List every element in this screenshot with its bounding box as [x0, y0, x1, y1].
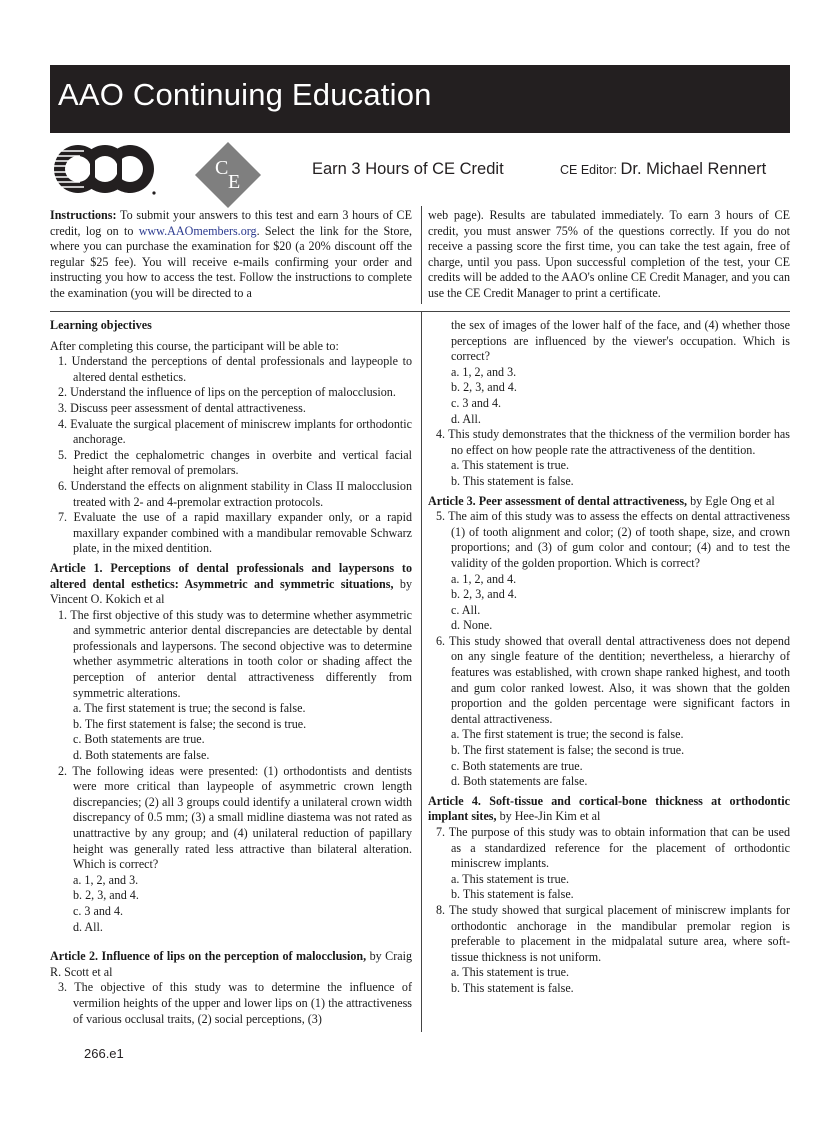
ce-editor — [560, 160, 766, 179]
answer-option: a. This statement is true. — [451, 871, 570, 886]
objective-item: 6. Understand the effects on alignment stability in Class II malocclusion treated with 2- and 4-premolar extraction protocols. — [58, 478, 412, 509]
answer-option: d. All. — [451, 411, 481, 426]
answer-option: a. The first statement is true; the second is false. — [451, 727, 684, 742]
objective-item: 7. Evaluate the use of a rapid maxillary expander only, or a rapid maxillary expander combined with a mandibular removable Schwarz plate, in the mixed dentition. — [58, 510, 412, 556]
answer-option: a. 1, 2, and 4. — [451, 571, 517, 586]
column-divider-main — [421, 312, 422, 1032]
answer-option: b. The first statement is false; the second is true. — [451, 743, 685, 758]
answer-option: b. 2, 3, and 4. — [73, 888, 139, 903]
answer-option: c. 3 and 4. — [451, 395, 502, 410]
page-title: AAO Continuing Education — [58, 77, 432, 112]
answer-option: c. Both statements are true. — [73, 732, 205, 747]
answer-option: d. All. — [73, 919, 103, 934]
answer-option: b. This statement is false. — [451, 887, 574, 902]
answer-option: d. Both statements are false. — [451, 774, 588, 789]
svg-text:C: C — [215, 157, 229, 179]
column-divider-top — [421, 206, 422, 304]
answer-option: c. 3 and 4. — [73, 903, 124, 918]
ce-editor-name: Dr. Michael Rennert — [620, 160, 767, 178]
learning-objectives-title: Learning objectives — [50, 318, 152, 332]
answer-option: d. Both statements are false. — [73, 748, 210, 763]
question-8: 8. The study showed that surgical placement of miniscrew implants for orthodontic anchorage in the mandibular premolar region is preferable to placement in the midpalatal suture area, where soft-tissue thickness is not uniform. — [436, 902, 790, 964]
ce-logo-icon — [195, 142, 261, 208]
objective-item: 5. Predict the cephalometric changes in overbite and vertical facial height after removal of premolars. — [58, 447, 412, 478]
question-3-part-2: the sex of images of the lower half of the face, and (4) whether those perceptions are influenced by the viewer's occupation. Which is correct? — [451, 318, 790, 364]
objective-item: 4. Evaluate the surgical placement of miniscrew implants for orthodontic anchorage. — [58, 416, 412, 447]
aao-logo-icon — [50, 142, 158, 197]
answer-option: c. Both statements are true. — [451, 758, 583, 773]
question-2: 2. The following ideas were presented: (1) orthodontists and dentists were more critical than laypeople of asymmetric crown length discrepancies; (2) all 3 groups could identify a unilateral crown width discrepancy of 0.5 mm; (3) a small midline diastema was not rated as unattractive by any group; and (4) unilateral reduction of papillary height was generally rated less attractive than bilateral alteration. Which is correct? — [58, 763, 412, 872]
page-number: 266.e1 — [84, 1046, 124, 1061]
answer-option: b. The first statement is false; the second is true. — [73, 716, 307, 731]
answer-option: c. All. — [451, 602, 481, 617]
answer-option: b. 2, 3, and 4. — [451, 587, 517, 602]
objective-item: 1. Understand the perceptions of dental professionals and laypeople to altered dental esthetics. — [58, 354, 412, 384]
question-4: 4. This study demonstrates that the thickness of the vermilion border has no effect on how people rate the attractiveness of the dentition. — [436, 427, 790, 457]
answer-option: a. This statement is true. — [451, 965, 570, 980]
answer-option: b. This statement is false. — [451, 473, 574, 488]
right-column — [428, 318, 790, 997]
question-5: 5. The aim of this study was to assess the effects on dental attractiveness (1) of tooth alignment and color; (2) of tooth shape, size, and crown proportions; and (3) of gum color and contour; (4) and to test the validity of the golden proportion. Which is correct? — [436, 509, 790, 570]
answer-option: a. This statement is true. — [451, 458, 570, 473]
question-7: 7. The purpose of this study was to obtain information that can be used as a standardized reference for the placement of orthodontic miniscrew implants. — [436, 825, 790, 871]
header-bar — [50, 65, 790, 133]
objective-item: 3. Discuss peer assessment of dental attractiveness. — [58, 400, 306, 415]
ce-credit-label: Earn 3 Hours of CE Credit — [312, 160, 504, 178]
article-4-heading: Article 4. Soft-tissue and cortical-bone thickness at orthodontic implant sites, by Hee-Jin Kim et al — [428, 793, 790, 824]
instructions-heading: Instructions: — [50, 208, 117, 222]
answer-option: a. 1, 2, and 3. — [73, 872, 139, 887]
article-1-heading: Article 1. Perceptions of dental professionals and laypersons to altered dental esthetics: Asymmetric and symmetric situations, by Vincent O. Kokich et al — [50, 560, 412, 607]
instructions-right: web page). Results are tabulated immediately. To earn 3 hours of CE credit, you must answer 75% of the questions correctly. If you do not receive a passing score the first time, you can take the test again, free of charge, until you pass. Upon successful completion of the test, your CE credits will be added to the AAO's online CE Credit Manager, and you can use the CE Credit Manager to print a certificate. — [428, 208, 790, 300]
objective-item: 2. Understand the influence of lips on the perception of malocclusion. — [58, 385, 396, 400]
question-6: 6. This study showed that overall dental attractiveness does not depend on any single feature of the dentition; nevertheless, a hierarchy of features was established, with crown shape ranked highest, and tooth and gum color ranked lowest. Also, it was shown that the golden proportion and the golden percentage were significant factors in dental attractiveness. — [436, 633, 790, 726]
answer-option: d. None. — [451, 618, 493, 633]
article-2-heading: Article 2. Influence of lips on the perception of malocclusion, by Craig R. Scott et al — [50, 949, 412, 979]
section-divider — [50, 311, 790, 312]
answer-option: b. 2, 3, and 4. — [451, 380, 517, 395]
ce-editor-label: CE Editor: — [560, 163, 621, 177]
article-3-heading: Article 3. Peer assessment of dental attractiveness, by Egle Ong et al — [428, 493, 775, 508]
answer-option: b. This statement is false. — [451, 980, 574, 995]
objectives-intro: After completing this course, the participant will be able to: — [50, 338, 339, 353]
left-column — [50, 318, 412, 1027]
answer-option: a. 1, 2, and 3. — [451, 364, 517, 379]
aao-members-link[interactable]: www.AAOmembers.org — [138, 223, 257, 238]
question-3-part-1: 3. The objective of this study was to determine the influence of vermilion heights of the upper and lower lips on (1) the attractiveness of various occlusal traits, (2) social perceptions, (3) — [58, 980, 412, 1026]
instructions-left: Instructions: To submit your answers to this test and earn 3 hours of CE credit, log on to www.AAOmembers.org. Select the link for the Store, where you can purchase the examination for $20 (a 20% discount off the regular $25 fee). You will receive e-mails confirming your order and instructing you how to access the test. Follow the instructions to complete the examination (you will be directed to a — [50, 208, 412, 300]
answer-option: a. The first statement is true; the second is false. — [73, 701, 306, 716]
question-1: 1. The first objective of this study was to determine whether asymmetric and symmetric anterior dental discrepancies are detectable by dental professionals and laypersons. The second objective was to determine whether asymmetric alterations in tooth color or shading affect the perception of anterior dental attractiveness differently from symmetric alterations. — [58, 607, 412, 700]
svg-text:E: E — [228, 171, 241, 193]
